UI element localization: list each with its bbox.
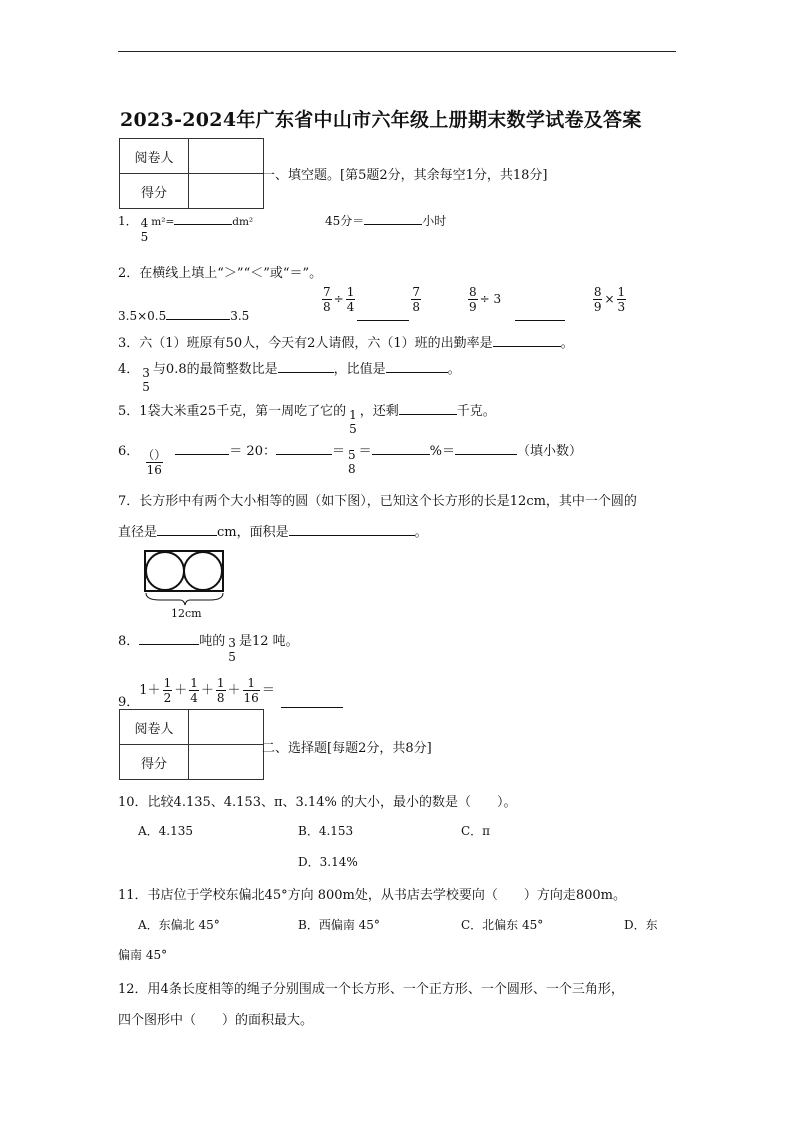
- q10-option-a[interactable]: A．4.135: [138, 824, 194, 838]
- q11-option-b[interactable]: B．西偏南 45°: [298, 918, 380, 932]
- q11-option-d-wrap: 偏南 45°: [118, 948, 168, 962]
- q11-option-d[interactable]: D．东: [624, 918, 658, 932]
- q6: 6． $\frac{()}{16}$ ＝ 20： ＝ 5 8 ＝ %＝ （填小数）: [118, 444, 583, 477]
- q2-a: 3.5×0.5 3.5: [118, 309, 250, 323]
- q9: 9．1＋ $\frac{1}{2}$ ＋ $\frac{1}{4}$ ＋ $\frac{1}{8}$ ＋ $\frac{1}{16}$ ＝: [118, 676, 343, 710]
- q2-text: 2．在横线上填上“＞”“＜”或“＝”。: [118, 266, 323, 281]
- q12-line2: 四个图形中（ ）的面积最大。: [118, 1013, 314, 1028]
- q6-blank-3[interactable]: [372, 442, 430, 455]
- q1-blank-1[interactable]: [174, 212, 232, 225]
- score-label: 得分: [120, 174, 189, 209]
- right-circle: [184, 552, 222, 590]
- score-table-2: [119, 709, 264, 780]
- reviewer-label: 阅卷人: [120, 710, 189, 745]
- score-table-1: [119, 138, 264, 209]
- q11-option-c[interactable]: C．北偏东 45°: [461, 918, 544, 932]
- q4: 4． 3 5 与0.8的最简整数比是 ，比值是 。: [118, 362, 461, 394]
- figure-label: 12cm: [171, 607, 202, 620]
- q1: 1． 4 5 m²= dm² 45分＝ 小时: [118, 214, 447, 244]
- section1-heading: 一、填空题。[第5题2分，其余每空1分，共18分]: [262, 168, 548, 183]
- brace: [146, 593, 223, 605]
- q1-blank-2[interactable]: [364, 212, 422, 225]
- q6-blank-1[interactable]: [175, 442, 229, 455]
- q7-figure: [140, 548, 240, 623]
- q7-line2: 直径是 cm，面积是 。: [118, 525, 428, 540]
- q6-blank-4[interactable]: [455, 442, 517, 455]
- reviewer-cell[interactable]: [189, 710, 264, 745]
- q8-blank[interactable]: [139, 632, 199, 645]
- left-circle: [146, 552, 184, 590]
- q2-blank-a[interactable]: [166, 307, 230, 320]
- q3-blank[interactable]: [493, 334, 561, 347]
- section2-heading: 二、选择题[每题2分，共8分]: [262, 741, 432, 756]
- q11-text: 11．书店位于学校东偏北45°方向 800m处，从书店去学校要向（ ）方向走800m。: [118, 888, 626, 903]
- q2-b: $\frac{7}{8}$ ÷ $\frac{1}{4}$ $\frac{7}{8}$: [320, 285, 423, 321]
- q12-line1: 12．用4条长度相等的绳子分别围成一个长方形、一个正方形、一个圆形、一个三角形，: [118, 982, 624, 997]
- q8: 8． 吨的 3 5 是12 吨。: [118, 634, 299, 664]
- q5-blank[interactable]: [399, 402, 457, 415]
- q5: 5．1袋大米重25千克，第一周吃了它的 1 5 ，还剩 千克。: [118, 404, 496, 436]
- header-rule: [118, 51, 676, 52]
- reviewer-cell[interactable]: [189, 139, 264, 174]
- q10-option-c[interactable]: C．π: [461, 824, 491, 838]
- q4-blank-2[interactable]: [386, 360, 448, 373]
- q10-text: 10．比较4.135、4.153、π、3.14% 的大小，最小的数是（ ）。: [118, 795, 517, 810]
- score-cell[interactable]: [189, 174, 264, 209]
- q1-fraction: 4 5: [140, 216, 149, 244]
- score-label: 得分: [120, 745, 189, 780]
- q7-line1: 7．长方形中有两个大小相等的圆（如下图），已知这个长方形的长是12cm，其中一个圆的: [118, 494, 637, 509]
- q7-blank-2[interactable]: [289, 523, 415, 536]
- q6-blank-2[interactable]: [276, 442, 332, 455]
- reviewer-label: 阅卷人: [120, 139, 189, 174]
- q2-blank-c[interactable]: [515, 308, 565, 321]
- q10-option-d[interactable]: D．3.14%: [298, 855, 358, 869]
- page-title: 2023-2024年广东省中山市六年级上册期末数学试卷及答案: [120, 109, 642, 131]
- q3: 3．六（1）班原有50人，今天有2人请假，六（1）班的出勤率是 。: [118, 336, 574, 351]
- q2-c: $\frac{8}{9}$ ÷ 3 $\frac{8}{9}$ × $\frac{1}{3}$: [466, 285, 628, 321]
- q10-option-b[interactable]: B．4.153: [298, 824, 354, 838]
- q7-blank-1[interactable]: [157, 523, 217, 536]
- q11-option-a[interactable]: A．东偏北 45°: [138, 918, 220, 932]
- q4-blank-1[interactable]: [278, 360, 334, 373]
- q9-blank[interactable]: [281, 695, 343, 708]
- score-cell[interactable]: [189, 745, 264, 780]
- q2-blank-b[interactable]: [357, 308, 409, 321]
